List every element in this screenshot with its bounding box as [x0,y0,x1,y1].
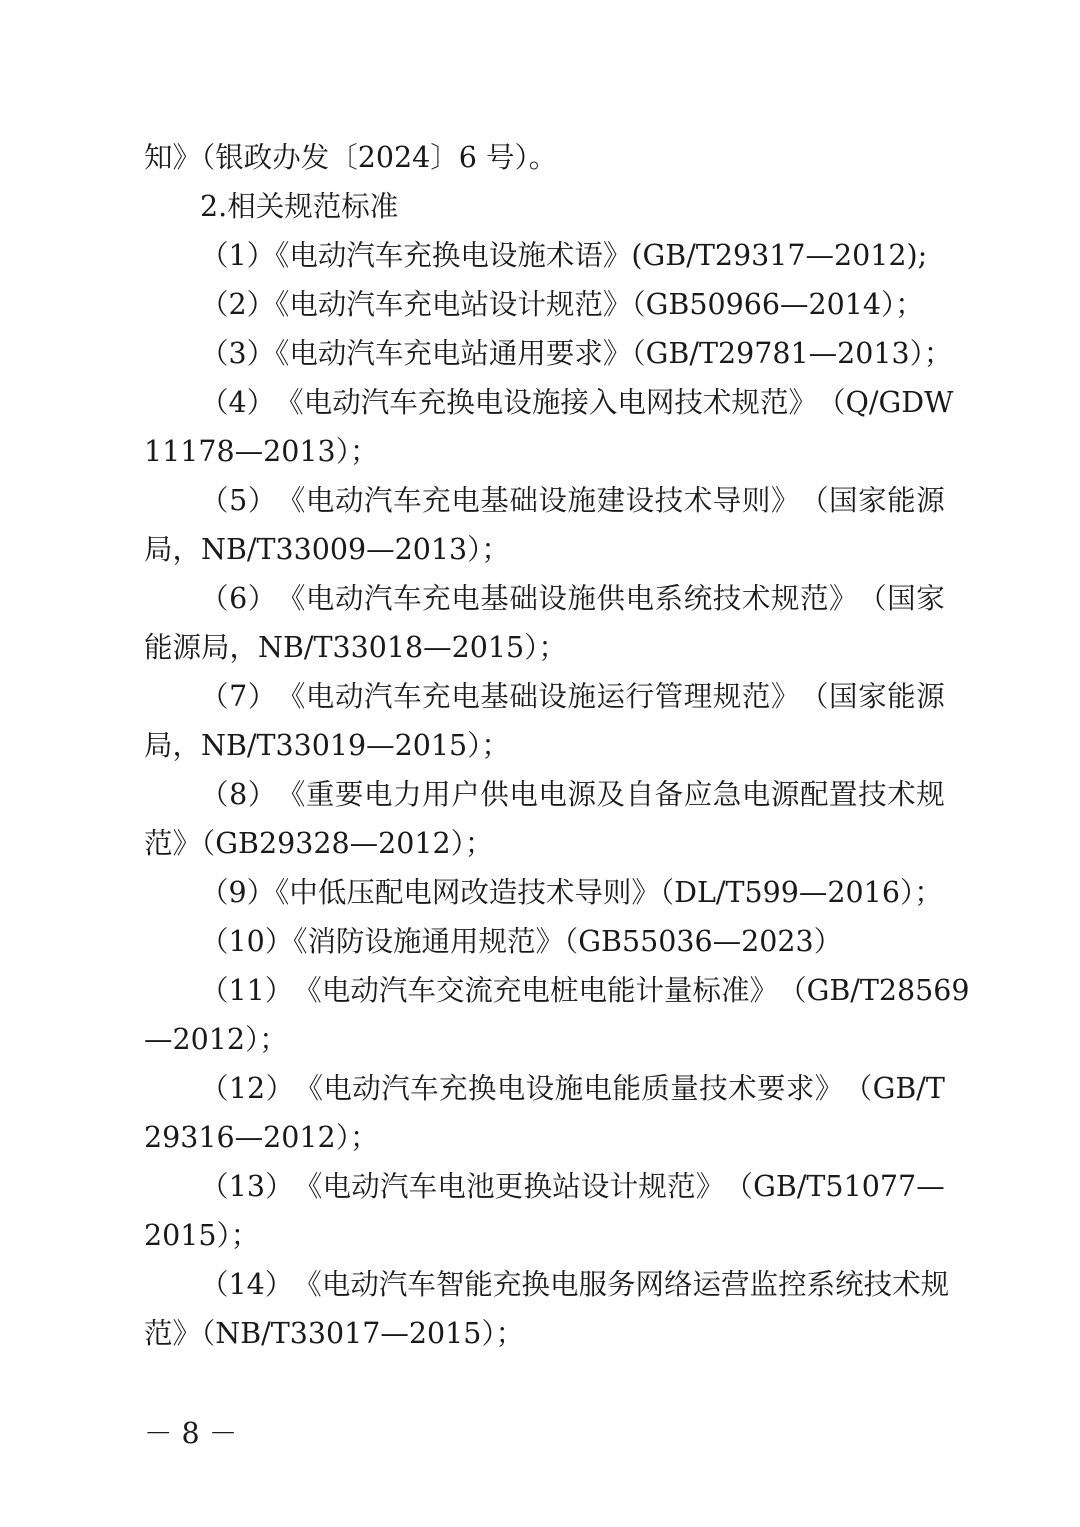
glyph-run: 电 [437,1170,466,1203]
glyph-run: 动 [350,1268,379,1301]
standard-item [200,383,954,423]
standard-item [200,1069,945,1109]
glyph-run: 》 [829,582,858,615]
glyph-run: 技 [654,484,684,517]
text-line: —2012）； [144,1023,288,1056]
glyph-run: 电 [741,778,771,811]
standard-item: （9）《中低压配电网改造技术导则》（DL/T599—2016）； [200,876,943,909]
glyph-run: 电 [323,1072,352,1105]
glyph-run: 则 [741,484,771,517]
glyph-run: GB/T28569 [806,974,970,1007]
text-line: 范》（GB29328—2012）； [144,827,494,860]
glyph-run: 网 [635,1268,664,1301]
text-line: 11178—2013）； [144,435,379,468]
glyph-run: 电 [305,582,335,615]
glyph-run: 计 [609,1170,639,1203]
glyph-run: 络 [664,1268,693,1301]
glyph-run: 电 [538,778,567,811]
glyph-run: 技 [863,1268,893,1301]
glyph-run: 网 [645,386,675,419]
glyph-run: 统 [683,582,713,615]
glyph-run: 计 [635,974,664,1007]
glyph-run: 技 [699,1072,728,1105]
text-line: 局，NB/T33009—2013）； [144,533,510,566]
glyph-run: 6 [229,582,248,615]
glyph-run: （ [858,582,887,615]
glyph-run: 规 [920,1268,950,1301]
glyph-run: 8 [229,778,248,811]
glyph-run: 质 [641,1072,670,1105]
glyph-run: 电 [451,582,480,615]
standard-item [200,1167,945,1207]
glyph-run: 力 [393,778,422,811]
glyph-run: 设 [503,386,532,419]
glyph-run: 础 [509,582,538,615]
glyph-run: 配 [799,778,829,811]
glyph-run: 规 [916,778,945,811]
glyph-run: 范 [759,386,789,419]
glyph-run: （ [799,484,829,517]
glyph-run: 电 [321,1268,351,1301]
glyph-run: 《 [293,1170,323,1203]
glyph-run: 7 [229,680,248,713]
glyph-run: 入 [588,386,618,419]
glyph-run: 《 [293,974,322,1007]
glyph-run: 务 [606,1268,636,1301]
glyph-run: 车 [393,484,422,517]
text-line: 知》（银政办发〔2024〕6 号）。 [144,141,558,174]
text-line: 能源局，NB/T33018—2015）； [144,631,567,664]
glyph-run: 规 [712,680,742,713]
glyph-run: 》 [749,974,779,1007]
glyph-run: 动 [351,1170,380,1203]
glyph-run: 交 [435,974,465,1007]
glyph-run: 技 [674,386,703,419]
glyph-run: 及 [596,778,626,811]
glyph-run: （ [778,974,807,1007]
glyph-run: 车 [393,680,422,713]
glyph-run: 国 [829,680,858,713]
glyph-run: 电 [583,1072,613,1105]
glyph-run: 自 [625,778,655,811]
glyph-run: 电 [578,974,607,1007]
glyph-run: 电 [625,582,655,615]
glyph-run: 户 [451,778,480,811]
text-line: 范》（NB/T33017—2015）； [144,1317,525,1350]
glyph-run: 充 [422,484,451,517]
glyph-run: 电 [322,1170,352,1203]
glyph-run: — [916,1170,945,1203]
glyph-run: 》 [770,680,800,713]
glyph-run: 电 [321,974,351,1007]
glyph-run: 家 [916,582,945,615]
glyph-run: （ [200,582,229,615]
glyph-run: 车 [410,1072,439,1105]
glyph-run: 应 [683,778,713,811]
glyph-run: （ [200,1170,229,1203]
glyph-run: 11 [228,974,265,1007]
glyph-run: 量 [664,974,693,1007]
glyph-run: 充 [492,974,522,1007]
glyph-run: 桩 [549,974,579,1007]
glyph-run: 动 [334,582,364,615]
glyph-run: 标 [692,974,722,1007]
glyph-run: 动 [334,680,364,713]
glyph-run: 术 [892,1268,921,1301]
glyph-run: 量 [670,1072,699,1105]
glyph-run: 理 [683,680,713,713]
glyph-run: （ [200,680,229,713]
glyph-run: 13 [228,1170,265,1203]
glyph-run: ） [247,778,277,811]
glyph-run: 汽 [379,1170,409,1203]
glyph-run: 《 [276,680,306,713]
glyph-run: （ [799,680,829,713]
glyph-run: 》 [770,484,800,517]
glyph-run: 动 [334,484,364,517]
glyph-run: 要 [756,1072,786,1105]
glyph-run: 能 [887,484,916,517]
glyph-run: 范 [799,582,829,615]
glyph-run: 术 [702,386,732,419]
glyph-run: 汽 [364,680,393,713]
glyph-run: 14 [228,1268,265,1301]
glyph-run: 充 [439,1072,468,1105]
glyph-run: 》 [814,1072,844,1105]
glyph-run: 电 [451,484,480,517]
glyph-run: （ [200,974,229,1007]
text-line: 29316—2012）； [144,1121,379,1154]
glyph-run: 能 [612,1072,641,1105]
glyph-run: 重 [305,778,335,811]
glyph-run: （ [200,1072,229,1105]
glyph-run: 《 [276,484,306,517]
glyph-run: 电 [364,778,393,811]
glyph-run: 站 [552,1170,581,1203]
glyph-run: 》 [788,386,817,419]
glyph-run: 动 [332,386,361,419]
glyph-run: ） [264,1268,294,1301]
glyph-run: 求 [785,1072,815,1105]
glyph-run: 5 [229,484,248,517]
glyph-run: 车 [393,582,422,615]
glyph-run: 车 [407,974,436,1007]
glyph-run: 更 [494,1170,524,1203]
glyph-run: 动 [350,974,379,1007]
glyph-run: 规 [731,386,760,419]
glyph-run: 电 [305,680,335,713]
glyph-run: ） [247,680,277,713]
glyph-run: （ [200,1268,229,1301]
standard-item: （3）《电动汽车充电站通用要求》（GB/T29781—2013）； [200,337,953,370]
glyph-run: （ [200,386,229,419]
glyph-run: 供 [596,582,626,615]
glyph-run: ） [264,974,294,1007]
glyph-run: 监 [749,1268,779,1301]
glyph-run: 接 [560,386,589,419]
glyph-run: 汽 [364,582,393,615]
glyph-run: 术 [683,484,713,517]
glyph-run: 设 [580,1170,610,1203]
glyph-run: 《 [293,1268,322,1301]
page-number: － 8 － [144,1417,238,1450]
glyph-run: 换 [521,1268,550,1301]
glyph-run: 家 [858,680,887,713]
glyph-run: 汽 [381,1072,410,1105]
glyph-run: 换 [467,1072,497,1105]
glyph-run: 源 [770,778,800,811]
glyph-run: 能 [464,1268,493,1301]
text-line: 局，NB/T33019—2015）； [144,729,510,762]
glyph-run: 源 [916,680,945,713]
glyph-run: 车 [407,1268,436,1301]
glyph-run: ） [247,484,277,517]
glyph-run: 设 [538,680,567,713]
glyph-run: 《 [294,1072,323,1105]
standard-item: （2）《电动汽车充电站设计规范》（GB50966—2014）； [200,288,924,321]
glyph-run: 设 [538,484,567,517]
glyph-run: 电 [521,974,550,1007]
standard-item: （10）《消防设施通用规范》（GB55036—2023） [200,925,843,958]
glyph-run: 基 [480,484,509,517]
glyph-run: 设 [525,1072,555,1105]
glyph-run: 12 [228,1072,266,1105]
glyph-run: 《 [276,582,306,615]
standard-item [200,677,945,717]
glyph-run: 设 [625,484,655,517]
glyph-run: 营 [721,1268,750,1301]
glyph-run: 础 [509,680,538,713]
text-line: 2015）； [144,1219,260,1252]
glyph-run: 规 [638,1170,667,1203]
glyph-run: 导 [712,484,742,517]
glyph-run: 准 [721,974,750,1007]
glyph-run: 置 [829,778,858,811]
glyph-run: 服 [578,1268,607,1301]
glyph-run: 流 [464,974,493,1007]
glyph-run: 系 [654,582,684,615]
glyph-run: 施 [567,582,596,615]
glyph-run: 运 [692,1268,722,1301]
glyph-run: 术 [887,778,916,811]
glyph-run: 《 [276,778,306,811]
glyph-run: 能 [887,680,916,713]
glyph-run: 术 [741,582,771,615]
glyph-run: 电 [509,778,538,811]
glyph-run: 施 [554,1072,584,1105]
glyph-run: 础 [509,484,538,517]
glyph-run: 源 [916,484,945,517]
glyph-run: 池 [466,1170,495,1203]
glyph-run: 电 [617,386,646,419]
glyph-run: 运 [596,680,626,713]
glyph-run: 要 [334,778,364,811]
glyph-run: Q/GDW [845,386,954,419]
glyph-run: 技 [858,778,887,811]
glyph-run: 供 [480,778,509,811]
glyph-run: 电 [305,484,335,517]
glyph-run: GB/T [872,1072,945,1105]
glyph-run: 设 [538,582,567,615]
glyph-run: 《 [275,386,304,419]
glyph-run: 电 [496,1072,526,1105]
glyph-run: ） [247,582,277,615]
glyph-run: 范 [667,1170,696,1203]
glyph-run: 汽 [378,974,408,1007]
glyph-run: 充 [422,680,451,713]
glyph-run: 车 [389,386,418,419]
glyph-run: 能 [606,974,636,1007]
glyph-run: （ [200,484,229,517]
glyph-run: 管 [654,680,684,713]
section-heading: 2.相关规范标准 [200,190,399,223]
glyph-run: 规 [770,582,800,615]
glyph-run: 基 [480,582,509,615]
glyph-run: 术 [728,1072,757,1105]
glyph-run: 施 [567,680,596,713]
glyph-run: GB/T51077 [753,1170,917,1203]
glyph-run: 建 [596,484,626,517]
glyph-run: （ [843,1072,873,1105]
glyph-run: （ [200,778,229,811]
glyph-run: 行 [625,680,655,713]
glyph-run: 》 [695,1170,725,1203]
glyph-run: 用 [422,778,451,811]
glyph-run: 电 [451,680,480,713]
glyph-run: 家 [858,484,887,517]
glyph-run: ） [265,1072,295,1105]
glyph-run: 汽 [364,484,393,517]
glyph-run: 换 [523,1170,552,1203]
glyph-run: 汽 [360,386,390,419]
standard-item [200,775,945,815]
glyph-run: 充 [422,582,451,615]
standard-item [200,971,970,1011]
glyph-run: 源 [567,778,596,811]
glyph-run: 电 [549,1268,579,1301]
glyph-run: 汽 [378,1268,408,1301]
glyph-run: 备 [654,778,684,811]
glyph-run: 基 [480,680,509,713]
glyph-run: 电 [303,386,333,419]
glyph-run: ） [246,386,276,419]
standard-item [200,579,945,619]
glyph-run: 充 [492,1268,522,1301]
glyph-run: 车 [408,1170,438,1203]
glyph-run: 技 [712,582,742,615]
glyph-run: 系 [806,1268,836,1301]
glyph-run: 范 [741,680,771,713]
glyph-run: ） [265,1170,294,1203]
glyph-run: 施 [531,386,561,419]
glyph-run: 充 [417,386,447,419]
glyph-run: 智 [435,1268,465,1301]
glyph-run: 国 [887,582,916,615]
glyph-run: 换 [446,386,475,419]
glyph-run: 电 [474,386,504,419]
standard-item [200,1265,950,1305]
standard-item: （1）《电动汽车充换电设施术语》(GB/T29317—2012); [200,239,928,272]
glyph-run: 动 [352,1072,381,1105]
glyph-run: 控 [778,1268,807,1301]
glyph-run: 国 [829,484,858,517]
glyph-run: 4 [228,386,247,419]
glyph-run: （ [724,1170,753,1203]
glyph-run: 施 [567,484,596,517]
glyph-run: 急 [712,778,742,811]
glyph-run: （ [816,386,846,419]
standard-item [200,481,945,521]
glyph-run: 统 [835,1268,864,1301]
